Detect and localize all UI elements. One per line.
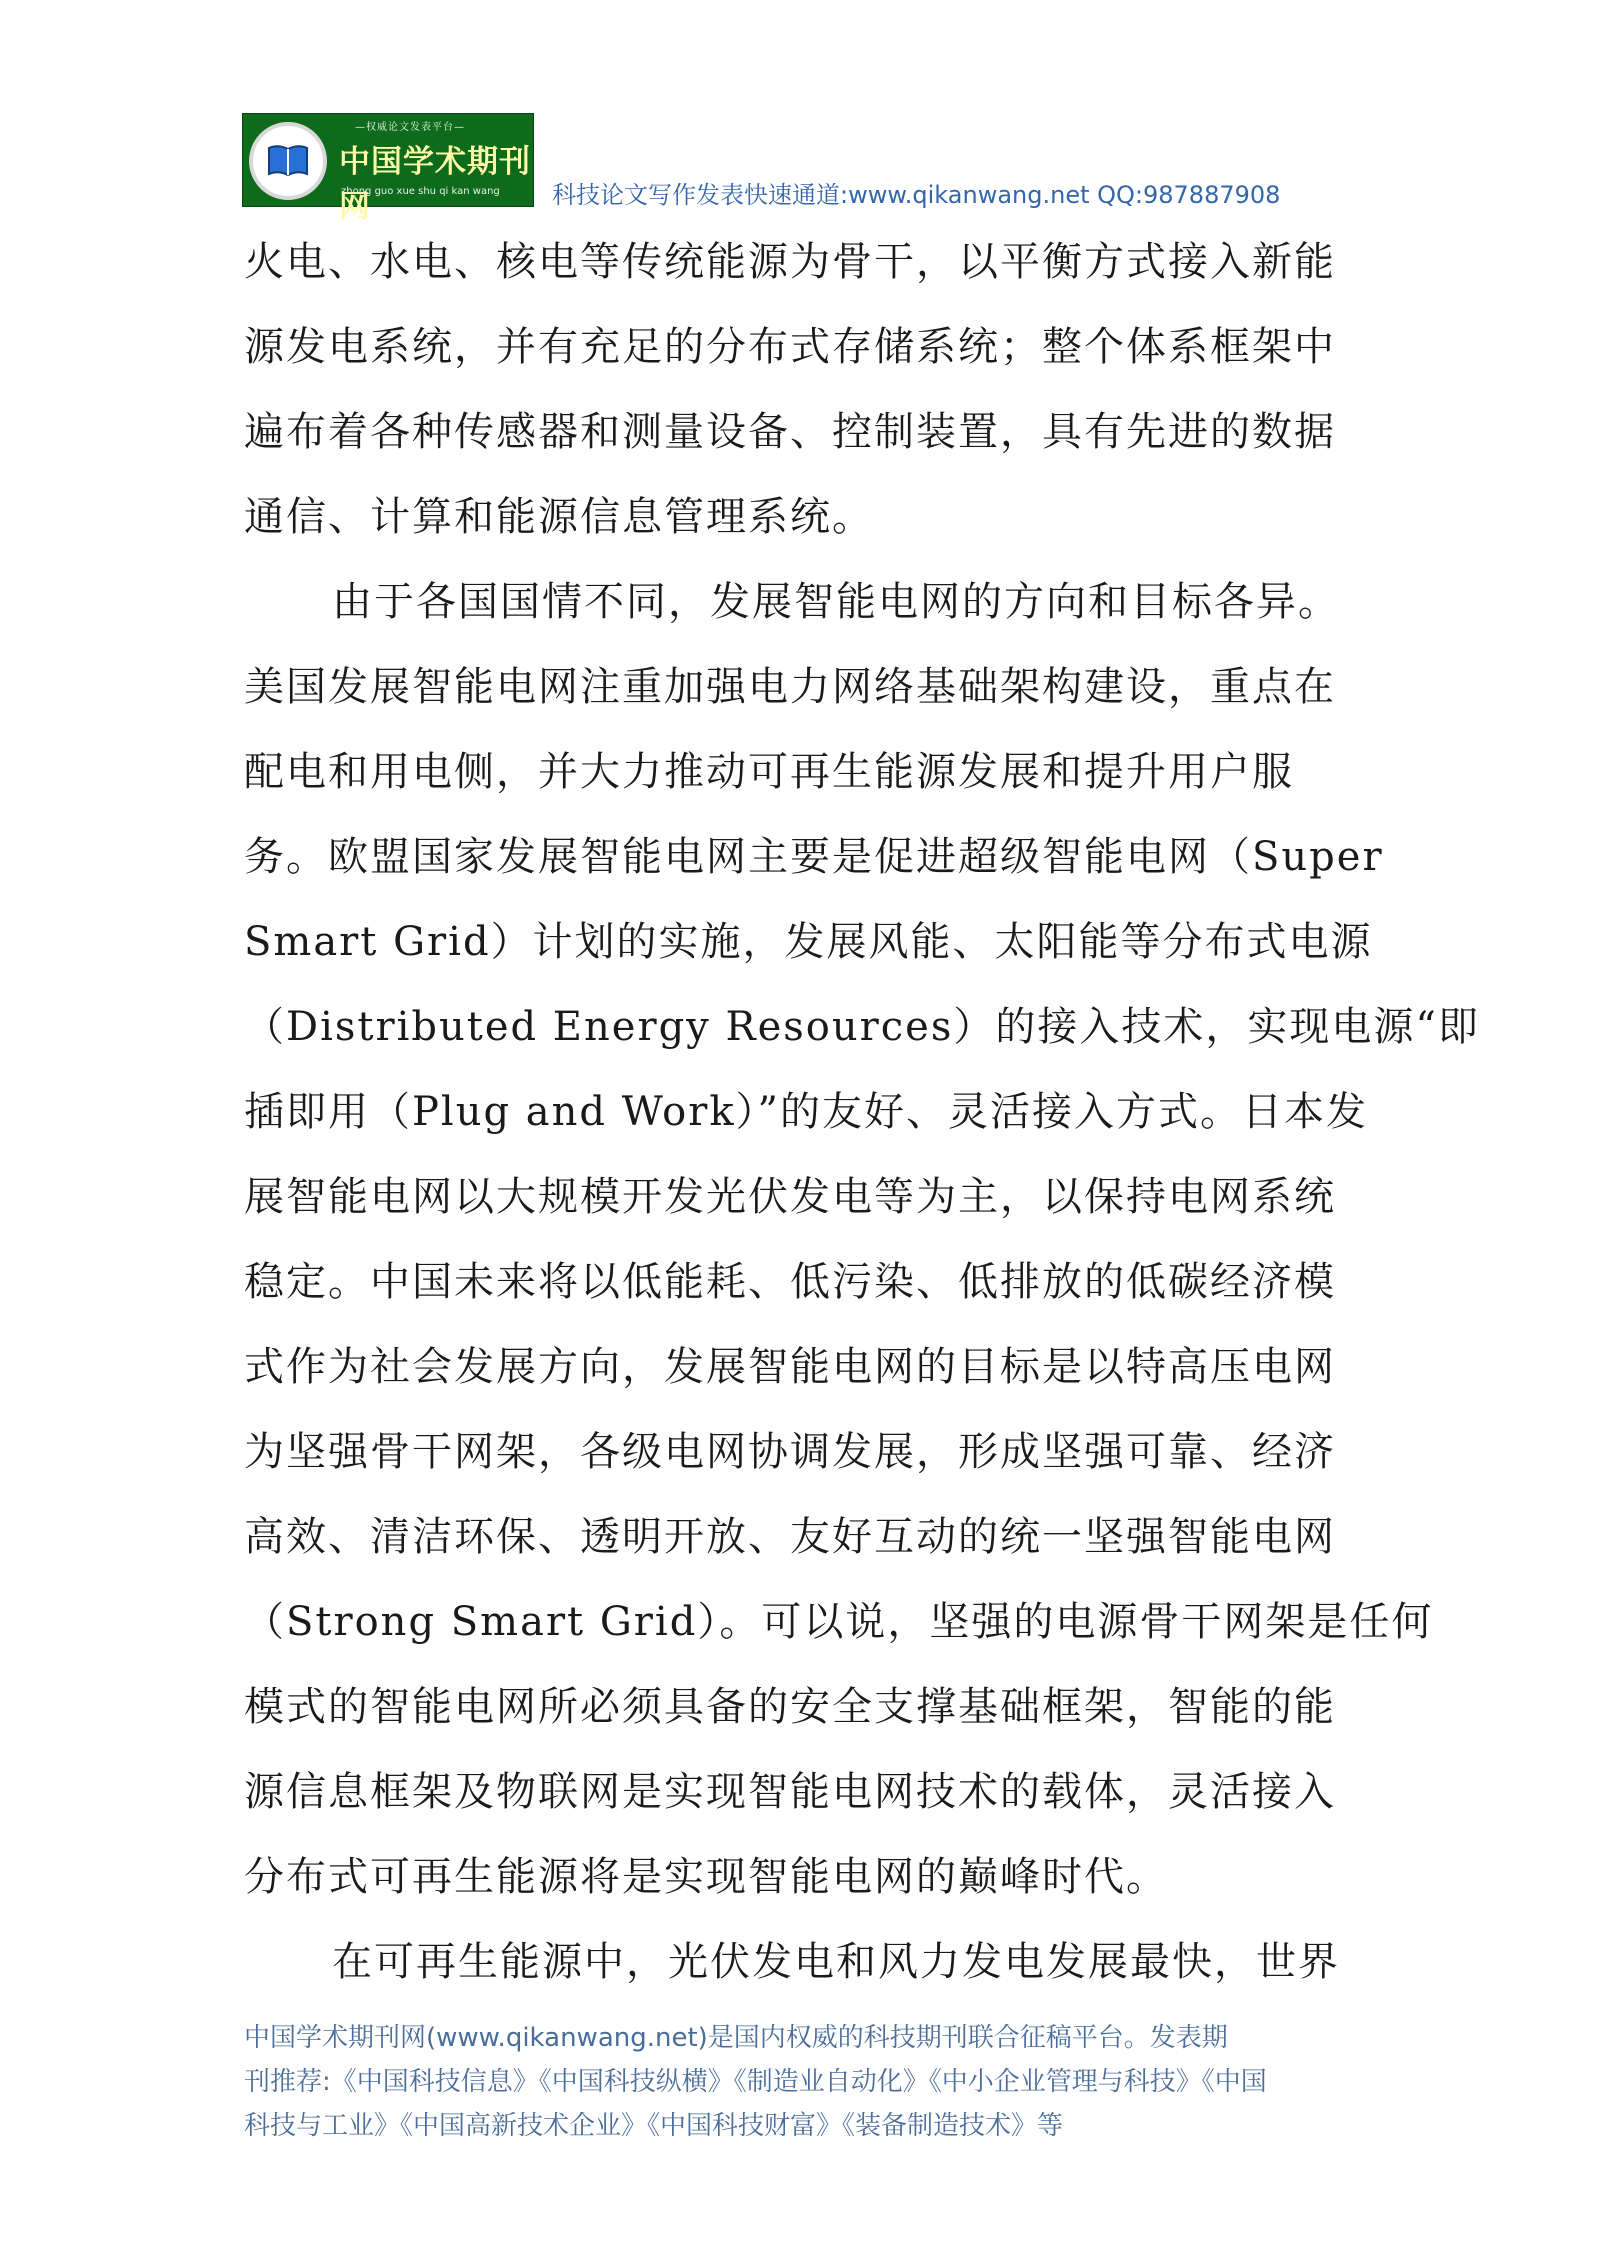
text-line: 遍布着各种传感器和测量设备、控制装置，具有先进的数据	[244, 409, 1336, 455]
text-line: 由于各国国情不同，发展智能电网的方向和目标各异。	[332, 579, 1340, 625]
article-body	[244, 220, 1480, 2005]
text-line: 展智能电网以大规模开发光伏发电等为主，以保持电网系统	[244, 1174, 1336, 1220]
logo-emblem	[249, 122, 327, 200]
text-line: 源发电系统，并有充足的分布式存储系统；整个体系框架中	[244, 324, 1336, 370]
text-line: 插即用（Plug and Work）”的友好、灵活接入方式。日本发	[244, 1089, 1369, 1135]
text-line: 为坚强骨干网架，各级电网协调发展，形成坚强可靠、经济	[244, 1429, 1336, 1475]
text-line: 式作为社会发展方向，发展智能电网的目标是以特高压电网	[244, 1344, 1336, 1390]
text-line: 稳定。中国未来将以低能耗、低污染、低排放的低碳经济模	[244, 1259, 1336, 1305]
text-line: Smart Grid）计划的实施，发展风能、太阳能等分布式电源	[244, 919, 1373, 965]
logo-tagline: —权威论文发表平台—	[355, 122, 465, 133]
logo-pinyin: zhong guo xue shu qi kan wang	[341, 186, 500, 197]
footer-line: 中国学术期刊网(www.qikanwang.net)是国内权威的科技期刊联合征稿平台。发表期	[244, 2023, 1228, 2053]
page-header	[242, 113, 1362, 225]
logo-title: 中国学术期刊网	[339, 144, 531, 225]
text-line: 源信息框架及物联网是实现智能电网技术的载体，灵活接入	[244, 1769, 1336, 1815]
paragraph-1	[244, 220, 1364, 560]
footer-line: 科技与工业》《中国高新技术企业》《中国科技财富》《装备制造技术》等	[244, 2111, 1064, 2141]
text-line: 火电、水电、核电等传统能源为骨干，以平衡方式接入新能	[244, 239, 1336, 285]
text-line: 分布式可再生能源将是实现智能电网的巅峰时代。	[244, 1854, 1168, 1900]
text-line: 务。欧盟国家发展智能电网主要是促进超级智能电网（Super	[244, 834, 1384, 880]
text-line: 美国发展智能电网注重加强电力网络基础架构建设，重点在	[244, 664, 1336, 710]
site-logo[interactable]	[242, 113, 534, 225]
text-line: 高效、清洁环保、透明开放、友好互动的统一坚强智能电网	[244, 1514, 1336, 1560]
text-line: 配电和用电侧，并大力推动可再生能源发展和提升用户服	[244, 749, 1294, 795]
page-footer	[244, 2016, 1369, 2148]
text-line: （Distributed Energy Resources）的接入技术，实现电源“即	[244, 1004, 1480, 1050]
paragraph-3	[244, 1920, 1364, 2005]
footer-line: 刊推荐:《中国科技信息》《中国科技纵横》《制造业自动化》《中小企业管理与科技》《中国	[244, 2067, 1267, 2097]
paragraph-2	[244, 560, 1480, 1920]
text-line: 模式的智能电网所必须具备的安全支撑基础框架，智能的能	[244, 1684, 1336, 1730]
header-site-text: 科技论文写作发表快速通道:www.qikanwang.net QQ:987887908	[552, 181, 1281, 209]
book-icon	[267, 142, 309, 178]
text-line: 通信、计算和能源信息管理系统。	[244, 494, 874, 540]
text-line: （Strong Smart Grid）。可以说，坚强的电源骨干网架是任何	[244, 1599, 1434, 1645]
text-line: 在可再生能源中，光伏发电和风力发电发展最快，世界	[332, 1939, 1340, 1985]
